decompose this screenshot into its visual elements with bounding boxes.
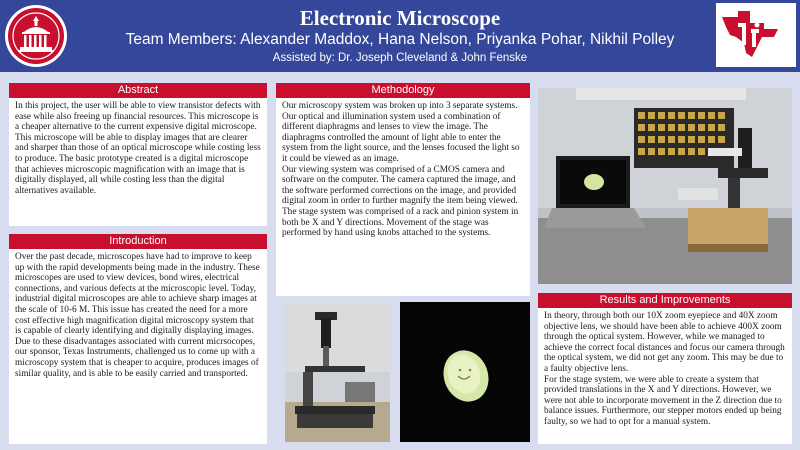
smu-logo-icon: [4, 4, 68, 68]
poster-header: [0, 0, 800, 72]
results-body: [538, 308, 792, 428]
methodology-paragraph: Our viewing system was comprised of a CMOS camera and software on the computer. The camera captured the image, and the software performed corrections on the image, and provided digital zoom in order to further magnify the item being viewed.: [282, 164, 518, 207]
ti-logo: [716, 3, 796, 67]
methodology-panel: [276, 83, 530, 296]
results-paragraph: For the stage system, we were able to create a system that provided translations in the X and Y directions. However, we were not able to incorporate movement in the Z direction due to balance issues. Furthermore, our stepper motors ended up being faulty, so we had to opt for a manual system.: [544, 374, 782, 427]
abstract-paragraph: In this project, the user will be able to view transistor defects with ease while also freeing up financial resources. This microscope is a cheaper alternative to the current expensive digital microscope.: [15, 101, 261, 133]
introduction-panel: [9, 234, 267, 444]
texas-instruments-logo-icon: [716, 3, 796, 67]
results-paragraph: In theory, through both our 10X zoom eyepiece and 40X zoom objective lens, we should have been able to achieve 400X zoom through the optical system. However, while we managed to achieve the correct focal distances and focus our camera through the optical system, we did not get any zoom. This may be due to a faulty objective lens.: [544, 311, 785, 374]
full-setup-photo: [538, 88, 792, 284]
introduction-body: [9, 249, 267, 379]
microscope-prototype-photo: [285, 302, 390, 442]
abstract-body: [9, 98, 267, 196]
introduction-heading: Introduction: [9, 234, 267, 249]
abstract-panel: [9, 83, 267, 226]
advisors: Assisted by: Dr. Joseph Cleveland & John Fenske: [272, 52, 528, 64]
captured-image-photo: [400, 302, 530, 442]
methodology-body: [276, 98, 530, 239]
poster-title: Electronic Microscope: [299, 6, 501, 30]
results-heading: Results and Improvements: [538, 293, 792, 308]
methodology-paragraph: Our optical and illumination system used a combination of different diaphragms and lenses to view the image. The diaphragms controlled the amount of light able to enter the system from the light source, and the lenses focused the light so it could be viewed as an image.: [282, 111, 520, 164]
methodology-paragraph: The stage system was comprised of a rack and pinion system in both be X and Y directions. Movement of the stage was performed by hand using knobs attached to the systems.: [282, 206, 519, 239]
results-panel: [538, 293, 792, 444]
methodology-paragraph: Our microscopy system was broken up into 3 separate systems.: [282, 101, 518, 111]
team-members: Team Members: Alexander Maddox, Hana Nelson, Priyanka Pohar, Nikhil Polley: [125, 31, 675, 48]
introduction-paragraph: Over the past decade, microscopes have had to improve to keep up with the rapid developments being made in the industry. These microscopes are used to view devices, bond wires, electrical connections, and various defects at the microscopic level. Today, industrial digital microscopes are able to achieve sharp images at the scale of 10-6 M. This issue has created the need for a more cost effective high magnification digital microscopy system that is capable of clearly identifying and digitally displaying images. Due to these disadvantages associated with current micrsocopes, our sponsor, Texas Instruments, challenged us to come up with a microscopy system that is cheaper to acquire, produces images of similar quality, and is able to be easily carried and transported.: [15, 252, 260, 379]
methodology-heading: Methodology: [276, 83, 530, 98]
abstract-paragraph: This microscope will be able to display images that are clearer and sharper than those of an optical microscope while costing less to produce. The basic prototype created is a digital microscope that achieves microscopic magnification with an image that is digitally displayed, all while costing less than the digital alternatives available.: [15, 132, 261, 196]
abstract-heading: Abstract: [9, 83, 267, 98]
